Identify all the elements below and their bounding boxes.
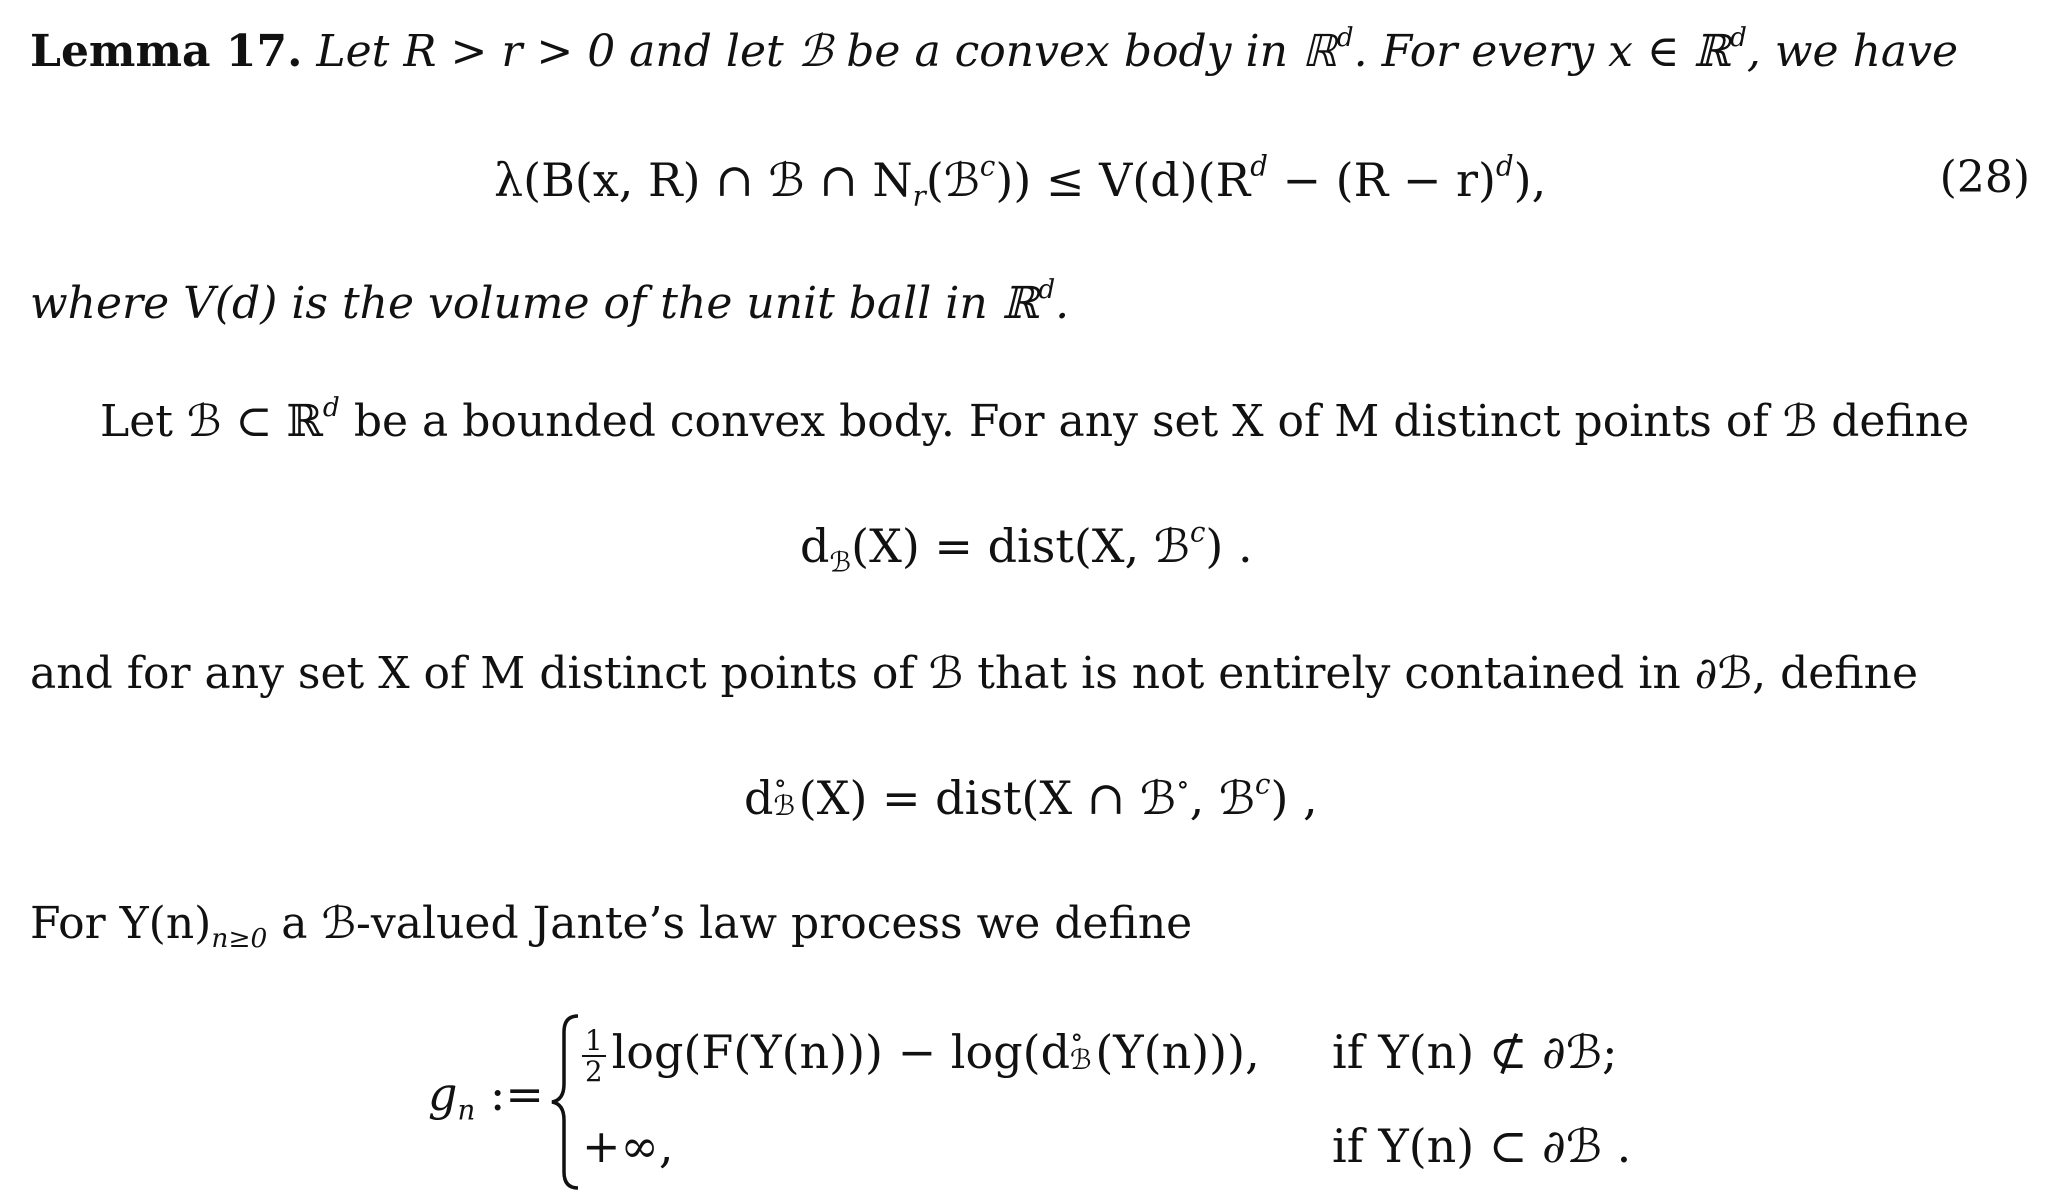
equation-dBo — [744, 765, 1318, 828]
gn-condition-2: if Y(n) ⊂ ∂ℬ . — [1332, 1119, 1632, 1173]
fraction-denominator: 2 — [585, 1055, 603, 1088]
one-half-fraction — [582, 1026, 606, 1086]
lemma-sentence-2: . For every x ∈ ℝ — [1353, 26, 1730, 77]
gn-g: g — [428, 1067, 458, 1121]
paragraph-bounded-convex — [100, 394, 1969, 450]
superscript: c — [979, 149, 996, 183]
dBo-body: (X) = dist(X ∩ ℬ — [798, 771, 1177, 825]
dBo-mid: , ℬ — [1189, 771, 1256, 825]
lemma-statement — [30, 24, 1958, 80]
superscript: c — [1255, 767, 1271, 801]
lemma-sentence: Let R > r > 0 and let ℬ be a convex body in ℝ — [316, 26, 1337, 77]
fraction-numerator: 1 — [582, 1026, 606, 1057]
subscript: n≥0 — [211, 923, 268, 955]
ring-superscript: ∘ — [773, 765, 787, 799]
equation-28 — [494, 149, 1547, 213]
subscript: ℬ — [773, 789, 796, 823]
para3-b: a ℬ-valued Jante’s law process we define — [267, 898, 1193, 949]
paragraph-not-contained: and for any set X of M distinct points of ℬ that is not entirely contained in ∂ℬ, define — [30, 648, 1919, 699]
gn-condition-1: if Y(n) ⊄ ∂ℬ; — [1332, 1025, 1618, 1079]
where-text: where V(d) is the volume of the unit ball in ℝ — [30, 278, 1039, 329]
dBo-end: ) , — [1270, 771, 1318, 825]
paragraph-jante — [30, 896, 1193, 955]
subscript: r — [912, 179, 926, 213]
superscript: d — [1730, 22, 1747, 54]
eq28-rhs-b: − (R − r) — [1267, 153, 1496, 207]
dB-d: d — [800, 519, 830, 573]
gn-assign: := — [475, 1067, 544, 1121]
gn-case-2: +∞, — [582, 1119, 674, 1173]
dB-end: ) . — [1205, 519, 1253, 573]
subscript: ℬ — [1070, 1043, 1092, 1077]
gn-case-1 — [582, 1019, 1260, 1088]
eq28-rhs-c: ), — [1513, 153, 1547, 207]
equation-number: (28) — [1939, 152, 2030, 203]
para1-a: Let ℬ ⊂ ℝ — [100, 396, 323, 447]
gn-case1-a: log(F(Y(n))) − log(d — [611, 1025, 1071, 1079]
dB-body: (X) = dist(X, ℬ — [851, 519, 1190, 573]
dBo-d: d — [744, 771, 774, 825]
gn-case1-b: (Y(n))), — [1095, 1025, 1260, 1079]
superscript: d — [322, 392, 340, 424]
ring-superscript: ∘ — [1070, 1019, 1084, 1053]
lemma-label: Lemma 17. — [30, 26, 303, 77]
superscript: d — [1038, 274, 1056, 306]
superscript: d — [1250, 149, 1268, 183]
eq28-rhs-a: )) ≤ V(d)(R — [995, 153, 1251, 207]
superscript: c — [1189, 515, 1206, 549]
para1-b: be a bounded convex body. For any set X of M distinct points of ℬ define — [339, 396, 1970, 447]
where-end: . — [1055, 278, 1070, 329]
para3-a: For Y(n) — [30, 898, 212, 949]
gn-lhs — [428, 1064, 544, 1127]
superscript: d — [1495, 149, 1514, 183]
superscript: d — [1336, 22, 1354, 54]
subscript: n — [457, 1093, 476, 1127]
superscript: ∘ — [1176, 767, 1190, 801]
lemma-sentence-3: , we have — [1746, 26, 1959, 77]
eq28-mid: (ℬ — [925, 153, 980, 207]
where-line — [30, 276, 1069, 332]
left-brace — [548, 1012, 582, 1192]
subscript: ℬ — [829, 545, 852, 579]
equation-dB — [800, 515, 1253, 579]
eq28-lhs: λ(B(x, R) ∩ ℬ ∩ N — [494, 153, 913, 207]
